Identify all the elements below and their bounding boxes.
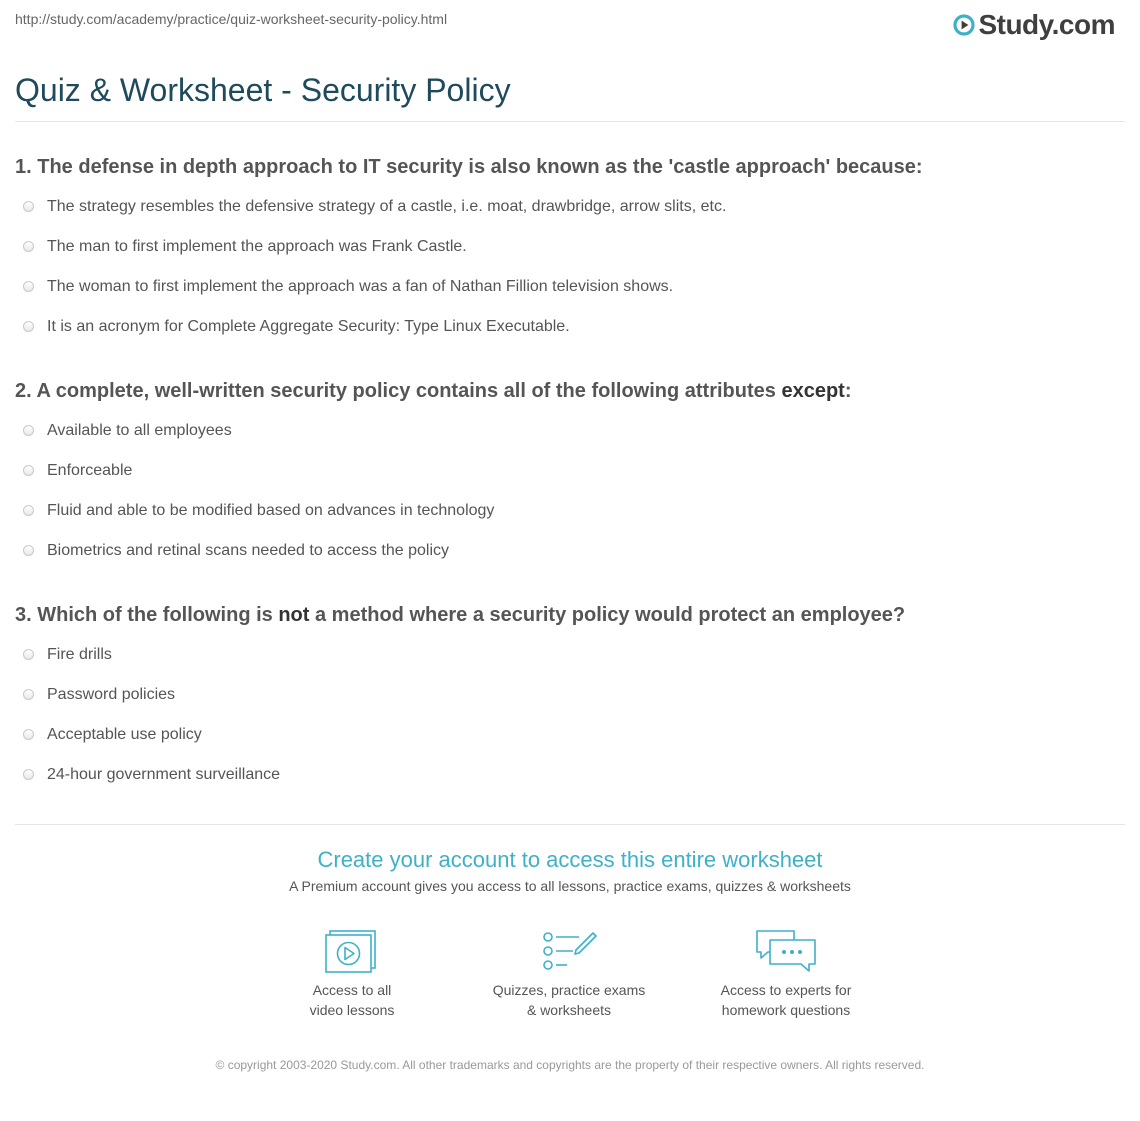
question-2	[15, 378, 1125, 580]
answer-label: Fire drills	[47, 646, 112, 663]
answer-list	[15, 420, 1125, 580]
answer-label: Enforceable	[47, 462, 133, 479]
radio-button[interactable]	[23, 281, 34, 292]
radio-button[interactable]	[23, 729, 34, 740]
answer-label: It is an acronym for Complete Aggregate Security: Type Linux Executable.	[47, 318, 570, 335]
question-emphasis: except	[781, 380, 845, 402]
feature-experts	[696, 928, 876, 1020]
question-3	[15, 602, 1125, 804]
answer-label: The woman to first implement the approach was a fan of Nathan Fillion television shows.	[47, 278, 674, 295]
radio-button[interactable]	[23, 201, 34, 212]
answer-option[interactable]	[15, 644, 1125, 684]
radio-button[interactable]	[23, 769, 34, 780]
answer-label: Biometrics and retinal scans needed to access the policy	[47, 542, 449, 559]
answer-option[interactable]	[15, 316, 1125, 356]
radio-button[interactable]	[23, 425, 34, 436]
answer-option[interactable]	[15, 764, 1125, 804]
radio-button[interactable]	[23, 321, 34, 332]
radio-button[interactable]	[23, 505, 34, 516]
feature-quizzes	[479, 928, 659, 1020]
feature-label: Quizzes, practice exams & worksheets	[492, 982, 646, 1018]
promo-subtitle: A Premium account gives you access to all lessons, practice exams, quizzes & worksheets	[289, 878, 851, 894]
top-bar	[15, 10, 1125, 40]
radio-button[interactable]	[23, 465, 34, 476]
answer-label: 24-hour government surveillance	[47, 766, 281, 783]
answer-label: Password policies	[47, 686, 176, 703]
answer-label: Acceptable use policy	[47, 726, 202, 743]
divider	[15, 824, 1125, 825]
question-emphasis: not	[278, 604, 310, 626]
divider	[15, 121, 1125, 122]
feature-label: Access to experts for homework questions	[720, 982, 852, 1018]
feature-label: Access to all video lessons	[309, 982, 395, 1018]
radio-button[interactable]	[23, 545, 34, 556]
chat-bubbles-icon	[754, 928, 818, 974]
radio-button[interactable]	[23, 649, 34, 660]
video-lesson-icon	[322, 928, 382, 974]
quiz-checklist-icon	[539, 928, 599, 974]
answer-option[interactable]	[15, 236, 1125, 276]
answer-label: Fluid and able to be modified based on advances in technology	[47, 502, 495, 519]
answer-list	[15, 644, 1125, 804]
create-account-link[interactable]: Create your account to access this entire worksheet	[317, 847, 823, 872]
question-text: 1. The defense in depth approach to IT security is also known as the 'castle approach' because:	[15, 156, 923, 178]
play-circle-icon	[953, 14, 975, 36]
answer-option[interactable]	[15, 500, 1125, 540]
question-1	[15, 154, 1125, 356]
answer-option[interactable]	[15, 276, 1125, 316]
copyright-notice: © copyright 2003-2020 Study.com. All other trademarks and copyrights are the property of their respective owners. All rights reserved.	[215, 1058, 925, 1072]
answer-option[interactable]	[15, 724, 1125, 764]
radio-button[interactable]	[23, 241, 34, 252]
question-text: 2. A complete, well-written security policy contains all of the following attributes except:	[15, 380, 852, 402]
answer-label: The strategy resembles the defensive strategy of a castle, i.e. moat, drawbridge, arrow slits, etc.	[47, 198, 727, 215]
answer-option[interactable]	[15, 540, 1125, 580]
answer-option[interactable]	[15, 684, 1125, 724]
answer-option[interactable]	[15, 460, 1125, 500]
answer-label: Available to all employees	[47, 422, 232, 439]
radio-button[interactable]	[23, 689, 34, 700]
feature-video-lessons	[262, 928, 442, 1020]
logo-text: Study.com	[978, 9, 1115, 40]
answer-option[interactable]	[15, 420, 1125, 460]
page-url[interactable]: http://study.com/academy/practice/quiz-worksheet-security-policy.html	[15, 11, 448, 27]
study-logo[interactable]	[953, 10, 1115, 40]
answer-label: The man to first implement the approach was Frank Castle.	[47, 238, 467, 255]
answer-option[interactable]	[15, 196, 1125, 236]
page-title: Quiz & Worksheet - Security Policy	[15, 72, 511, 108]
question-text: 3. Which of the following is not a method where a security policy would protect an employee?	[15, 604, 906, 626]
answer-list	[15, 196, 1125, 356]
